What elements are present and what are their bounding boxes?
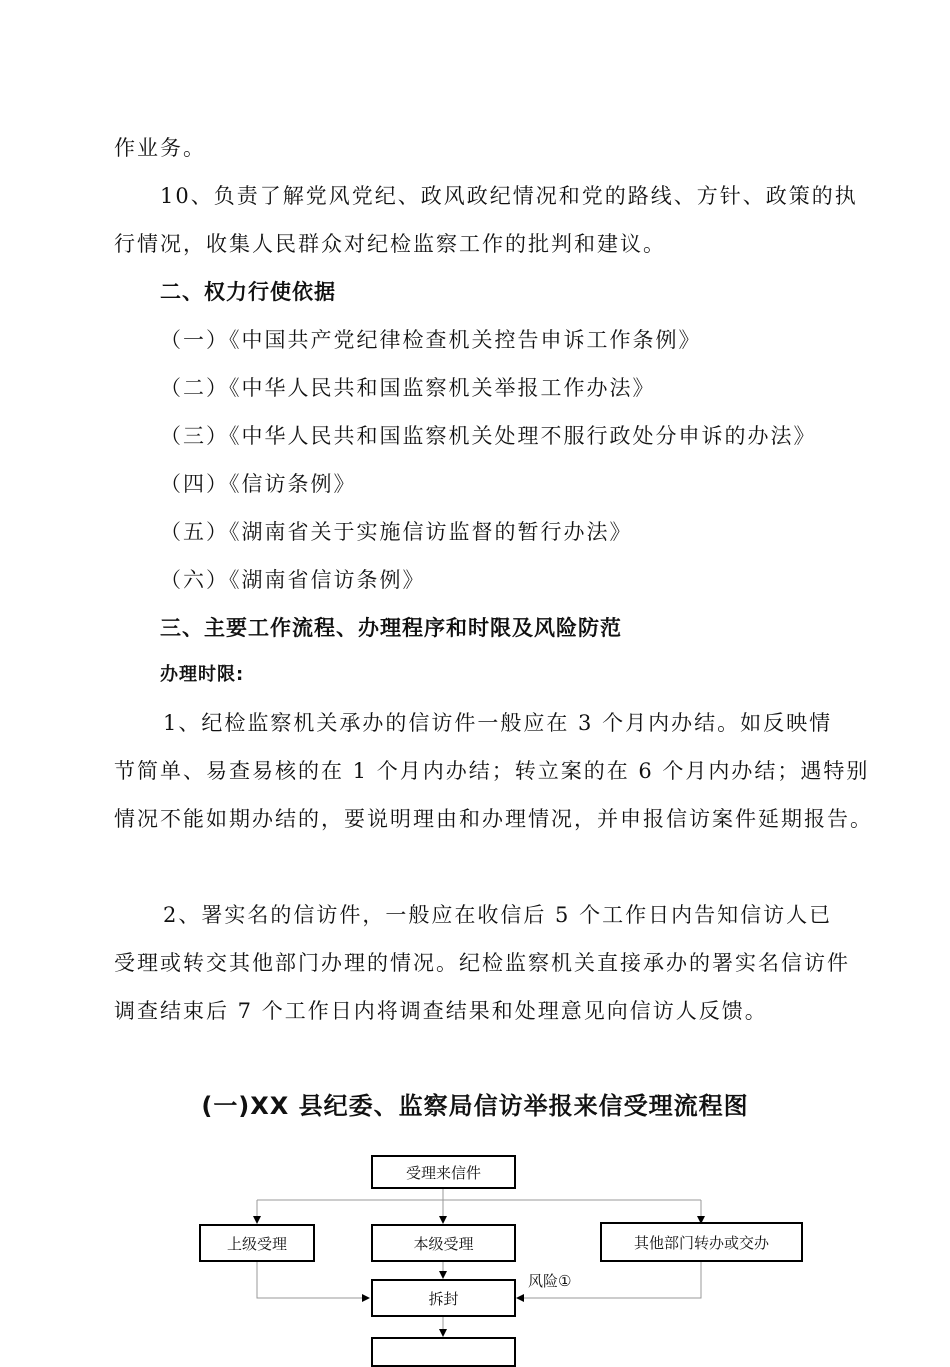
flow-node-local: 本级受理: [371, 1224, 516, 1262]
basis-item-6: （六）《湖南省信访条例》: [160, 568, 426, 592]
section-heading-3: 三、主要工作流程、办理程序和时限及风险防范: [160, 616, 622, 640]
subheading-time-limit: 办理时限:: [160, 664, 245, 685]
time-limit-2-line2: 受理或转交其他部门办理的情况。纪检监察机关直接承办的署实名信访件: [114, 951, 850, 975]
time-limit-1-line1: 1、纪检监察机关承办的信访件一般应在 3 个月内办结。如反映情: [163, 711, 833, 735]
time-limit-1-line2: 节简单、易查易核的在 1 个月内办结；转立案的在 6 个月内办结；遇特别: [114, 759, 870, 783]
time-limit-2-line3: 调查结束后 7 个工作日内将调查结果和处理意见向信访人反馈。: [114, 999, 768, 1023]
paragraph-item-10-line2: 行情况，收集人民群众对纪检监察工作的批判和建议。: [114, 232, 666, 256]
basis-item-1: （一）《中国共产党纪律检查机关控告申诉工作条例》: [160, 328, 702, 352]
basis-item-5: （五）《湖南省关于实施信访监督的暂行办法》: [160, 520, 633, 544]
connector-upper-to-open: [257, 1262, 368, 1298]
flow-node-start: 受理来信件: [371, 1155, 516, 1189]
paragraph-item-10-line1: 10、负责了解党风党纪、政风政纪情况和党的路线、方针、政策的执: [160, 184, 858, 208]
time-limit-1-line3: 情况不能如期办结的，要说明理由和办理情况，并申报信访案件延期报告。: [114, 807, 873, 831]
time-limit-2-line1: 2、署实名的信访件，一般应在收信后 5 个工作日内告知信访人已: [163, 903, 833, 927]
flow-node-upper: 上级受理: [199, 1224, 315, 1262]
section-heading-2: 二、权力行使依据: [160, 280, 336, 304]
risk-label: 风险①: [528, 1272, 572, 1290]
basis-item-3: （三）《中华人民共和国监察机关处理不服行政处分申诉的办法》: [160, 424, 817, 448]
flow-node-other: 其他部门转办或交办: [600, 1222, 803, 1262]
flow-node-open: 拆封: [371, 1279, 516, 1317]
flowchart-title: (一)XX 县纪委、监察局信访举报来信受理流程图: [201, 1092, 749, 1120]
basis-item-2: （二）《中华人民共和国监察机关举报工作办法》: [160, 376, 656, 400]
flow-node-next: [371, 1337, 516, 1367]
basis-item-4: （四）《信访条例》: [160, 472, 357, 496]
paragraph-continuation: 作业务。: [114, 136, 206, 160]
